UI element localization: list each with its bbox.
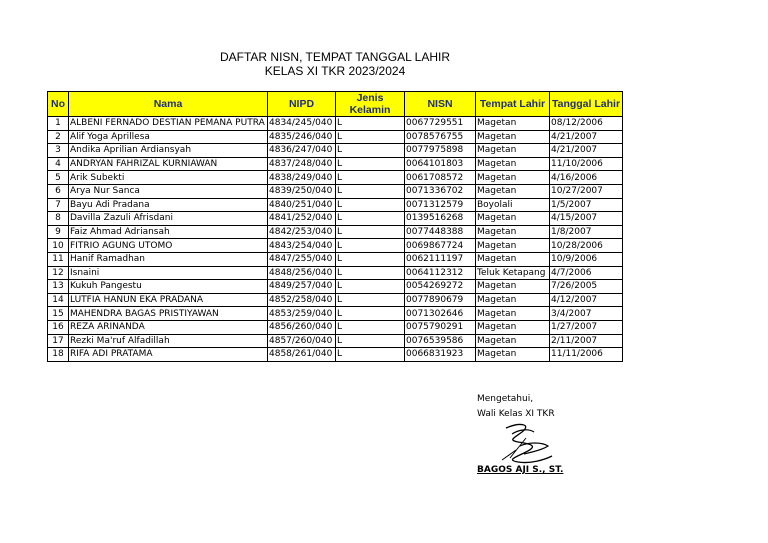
- cell-tempat-lahir: Magetan: [476, 157, 550, 171]
- cell-nisn: 0078576755: [405, 130, 476, 144]
- cell-nisn: 0077448388: [405, 225, 476, 239]
- cell-nipd: 4858/261/040: [268, 348, 336, 362]
- cell-tanggal-lahir: 11/11/2006: [550, 348, 623, 362]
- table-row: [48, 320, 623, 334]
- cell-nama: Alif Yoga Aprillesa: [69, 130, 268, 144]
- cell-jenis-kelamin: L: [336, 320, 405, 334]
- cell-tempat-lahir: Magetan: [476, 239, 550, 253]
- cell-tanggal-lahir: 10/27/2007: [550, 184, 623, 198]
- cell-nipd: 4834/245/040: [268, 117, 336, 131]
- cell-nama: Kukuh Pangestu: [69, 280, 268, 294]
- cell-nipd: 4842/253/040: [268, 225, 336, 239]
- cell-tempat-lahir: Boyolali: [476, 198, 550, 212]
- table-row: [48, 171, 623, 185]
- cell-no: 7: [48, 198, 69, 212]
- header-nama: Nama: [69, 92, 268, 117]
- cell-nipd: 4838/249/040: [268, 171, 336, 185]
- sign-name: BAGOS AJI S., ST.: [477, 465, 564, 475]
- cell-nisn: 0077975898: [405, 144, 476, 158]
- cell-tempat-lahir: Magetan: [476, 171, 550, 185]
- cell-jenis-kelamin: L: [336, 293, 405, 307]
- table-row: [48, 266, 623, 280]
- cell-no: 18: [48, 348, 69, 362]
- cell-nipd: 4843/254/040: [268, 239, 336, 253]
- cell-nipd: 4841/252/040: [268, 212, 336, 226]
- cell-nisn: 0139516268: [405, 212, 476, 226]
- cell-tempat-lahir: Magetan: [476, 212, 550, 226]
- cell-no: 15: [48, 307, 69, 321]
- cell-nama: Faiz Ahmad Adriansah: [69, 225, 268, 239]
- table-row: [48, 198, 623, 212]
- header-nipd: NIPD: [268, 92, 336, 117]
- cell-jenis-kelamin: L: [336, 239, 405, 253]
- table-row: [48, 307, 623, 321]
- cell-jenis-kelamin: L: [336, 144, 405, 158]
- student-table: [47, 91, 623, 362]
- cell-nama: Arya Nur Sanca: [69, 184, 268, 198]
- cell-nipd: 4840/251/040: [268, 198, 336, 212]
- table-row: [48, 144, 623, 158]
- header-no: No: [48, 92, 69, 117]
- cell-tanggal-lahir: 1/27/2007: [550, 320, 623, 334]
- cell-nisn: 0054269272: [405, 280, 476, 294]
- cell-no: 2: [48, 130, 69, 144]
- cell-tanggal-lahir: 2/11/2007: [550, 334, 623, 348]
- table-row: [48, 157, 623, 171]
- cell-no: 8: [48, 212, 69, 226]
- cell-nipd: 4837/248/040: [268, 157, 336, 171]
- cell-nama: REZA ARINANDA: [69, 320, 268, 334]
- table-row: [48, 130, 623, 144]
- cell-jenis-kelamin: L: [336, 157, 405, 171]
- cell-nipd: 4847/255/040: [268, 252, 336, 266]
- cell-tempat-lahir: Magetan: [476, 130, 550, 144]
- cell-jenis-kelamin: L: [336, 130, 405, 144]
- cell-tanggal-lahir: 3/4/2007: [550, 307, 623, 321]
- cell-nama: Hanif Ramadhan: [69, 252, 268, 266]
- cell-no: 13: [48, 280, 69, 294]
- cell-nisn: 0076539586: [405, 334, 476, 348]
- cell-no: 11: [48, 252, 69, 266]
- cell-nipd: 4835/246/040: [268, 130, 336, 144]
- cell-nama: Bayu Adi Pradana: [69, 198, 268, 212]
- cell-jenis-kelamin: L: [336, 117, 405, 131]
- cell-nama: RIFA ADI PRATAMA: [69, 348, 268, 362]
- header-tempat-lahir: Tempat Lahir: [476, 92, 550, 117]
- cell-tanggal-lahir: 7/26/2005: [550, 280, 623, 294]
- cell-nama: ANDRYAN FAHRIZAL KURNIAWAN: [69, 157, 268, 171]
- cell-nipd: 4836/247/040: [268, 144, 336, 158]
- cell-tanggal-lahir: 4/16/2006: [550, 171, 623, 185]
- table-row: [48, 225, 623, 239]
- cell-tempat-lahir: Magetan: [476, 320, 550, 334]
- cell-jenis-kelamin: L: [336, 212, 405, 226]
- cell-no: 10: [48, 239, 69, 253]
- cell-tanggal-lahir: 08/12/2006: [550, 117, 623, 131]
- cell-nama: Rezki Ma'ruf Alfadillah: [69, 334, 268, 348]
- table-row: [48, 280, 623, 294]
- cell-nama: MAHENDRA BAGAS PRISTIYAWAN: [69, 307, 268, 321]
- table-header-row: [48, 92, 623, 117]
- cell-jenis-kelamin: L: [336, 252, 405, 266]
- cell-no: 1: [48, 117, 69, 131]
- table-row: [48, 212, 623, 226]
- cell-no: 3: [48, 144, 69, 158]
- cell-nipd: 4852/258/040: [268, 293, 336, 307]
- cell-tanggal-lahir: 4/21/2007: [550, 144, 623, 158]
- cell-jenis-kelamin: L: [336, 307, 405, 321]
- cell-nipd: 4857/260/040: [268, 334, 336, 348]
- cell-nisn: 0064101803: [405, 157, 476, 171]
- table-row: [48, 117, 623, 131]
- cell-tanggal-lahir: 10/28/2006: [550, 239, 623, 253]
- cell-jenis-kelamin: L: [336, 198, 405, 212]
- cell-nisn: 0062111197: [405, 252, 476, 266]
- cell-nisn: 0069867724: [405, 239, 476, 253]
- cell-jenis-kelamin: L: [336, 171, 405, 185]
- cell-tempat-lahir: Magetan: [476, 225, 550, 239]
- cell-tempat-lahir: Magetan: [476, 117, 550, 131]
- cell-nama: Isnaini: [69, 266, 268, 280]
- cell-nisn: 0067729551: [405, 117, 476, 131]
- cell-tanggal-lahir: 4/15/2007: [550, 212, 623, 226]
- cell-nipd: 4839/250/040: [268, 184, 336, 198]
- cell-nama: FITRIO AGUNG UTOMO: [69, 239, 268, 253]
- cell-tanggal-lahir: 4/12/2007: [550, 293, 623, 307]
- cell-jenis-kelamin: L: [336, 225, 405, 239]
- cell-tanggal-lahir: 1/8/2007: [550, 225, 623, 239]
- cell-nisn: 0071336702: [405, 184, 476, 198]
- cell-tempat-lahir: Teluk Ketapang: [476, 266, 550, 280]
- table-row: [48, 184, 623, 198]
- header-tanggal-lahir: Tanggal Lahir: [550, 92, 623, 117]
- cell-jenis-kelamin: L: [336, 348, 405, 362]
- cell-jenis-kelamin: L: [336, 280, 405, 294]
- header-nisn: NISN: [405, 92, 476, 117]
- table-row: [48, 348, 623, 362]
- cell-no: 6: [48, 184, 69, 198]
- cell-tempat-lahir: Magetan: [476, 252, 550, 266]
- document-title: DAFTAR NISN, TEMPAT TANGGAL LAHIR: [219, 50, 451, 64]
- cell-no: 9: [48, 225, 69, 239]
- cell-tempat-lahir: Magetan: [476, 334, 550, 348]
- cell-nisn: 0066831923: [405, 348, 476, 362]
- sign-label: Mengetahui,: [477, 394, 534, 404]
- cell-tempat-lahir: Magetan: [476, 348, 550, 362]
- cell-no: 14: [48, 293, 69, 307]
- cell-tanggal-lahir: 11/10/2006: [550, 157, 623, 171]
- cell-tempat-lahir: Magetan: [476, 144, 550, 158]
- cell-no: 4: [48, 157, 69, 171]
- cell-tanggal-lahir: 10/9/2006: [550, 252, 623, 266]
- cell-nisn: 0064112312: [405, 266, 476, 280]
- table-row: [48, 293, 623, 307]
- table-row: [48, 252, 623, 266]
- cell-nipd: 4853/259/040: [268, 307, 336, 321]
- cell-tempat-lahir: Magetan: [476, 293, 550, 307]
- cell-tempat-lahir: Magetan: [476, 280, 550, 294]
- cell-jenis-kelamin: L: [336, 266, 405, 280]
- sign-role: Wali Kelas XI TKR: [477, 409, 555, 419]
- cell-nama: LUTFIA HANUN EKA PRADANA: [69, 293, 268, 307]
- cell-nisn: 0071312579: [405, 198, 476, 212]
- table-row: [48, 239, 623, 253]
- cell-jenis-kelamin: L: [336, 184, 405, 198]
- signature-image: [498, 420, 558, 468]
- document-subtitle: KELAS XI TKR 2023/2024: [264, 64, 406, 78]
- cell-no: 16: [48, 320, 69, 334]
- cell-nisn: 0071302646: [405, 307, 476, 321]
- cell-nisn: 0075790291: [405, 320, 476, 334]
- cell-nisn: 0061708572: [405, 171, 476, 185]
- cell-nipd: 4849/257/040: [268, 280, 336, 294]
- table-row: [48, 334, 623, 348]
- cell-tempat-lahir: Magetan: [476, 307, 550, 321]
- cell-jenis-kelamin: L: [336, 334, 405, 348]
- cell-tanggal-lahir: 4/21/2007: [550, 130, 623, 144]
- cell-nama: Davilla Zazuli Afrisdani: [69, 212, 268, 226]
- cell-nama: Andika Aprilian Ardiansyah: [69, 144, 268, 158]
- cell-nama: Arik Subekti: [69, 171, 268, 185]
- cell-tanggal-lahir: 4/7/2006: [550, 266, 623, 280]
- cell-tanggal-lahir: 1/5/2007: [550, 198, 623, 212]
- cell-tempat-lahir: Magetan: [476, 184, 550, 198]
- cell-nisn: 0077890679: [405, 293, 476, 307]
- cell-no: 17: [48, 334, 69, 348]
- cell-nipd: 4856/260/040: [268, 320, 336, 334]
- cell-nipd: 4848/256/040: [268, 266, 336, 280]
- header-jenis-kelamin: Jenis Kelamin: [336, 92, 405, 117]
- table-body: [48, 117, 623, 362]
- cell-nama: ALBENI FERNADO DESTIAN PEMANA PUTRA: [69, 117, 268, 131]
- cell-no: 12: [48, 266, 69, 280]
- cell-no: 5: [48, 171, 69, 185]
